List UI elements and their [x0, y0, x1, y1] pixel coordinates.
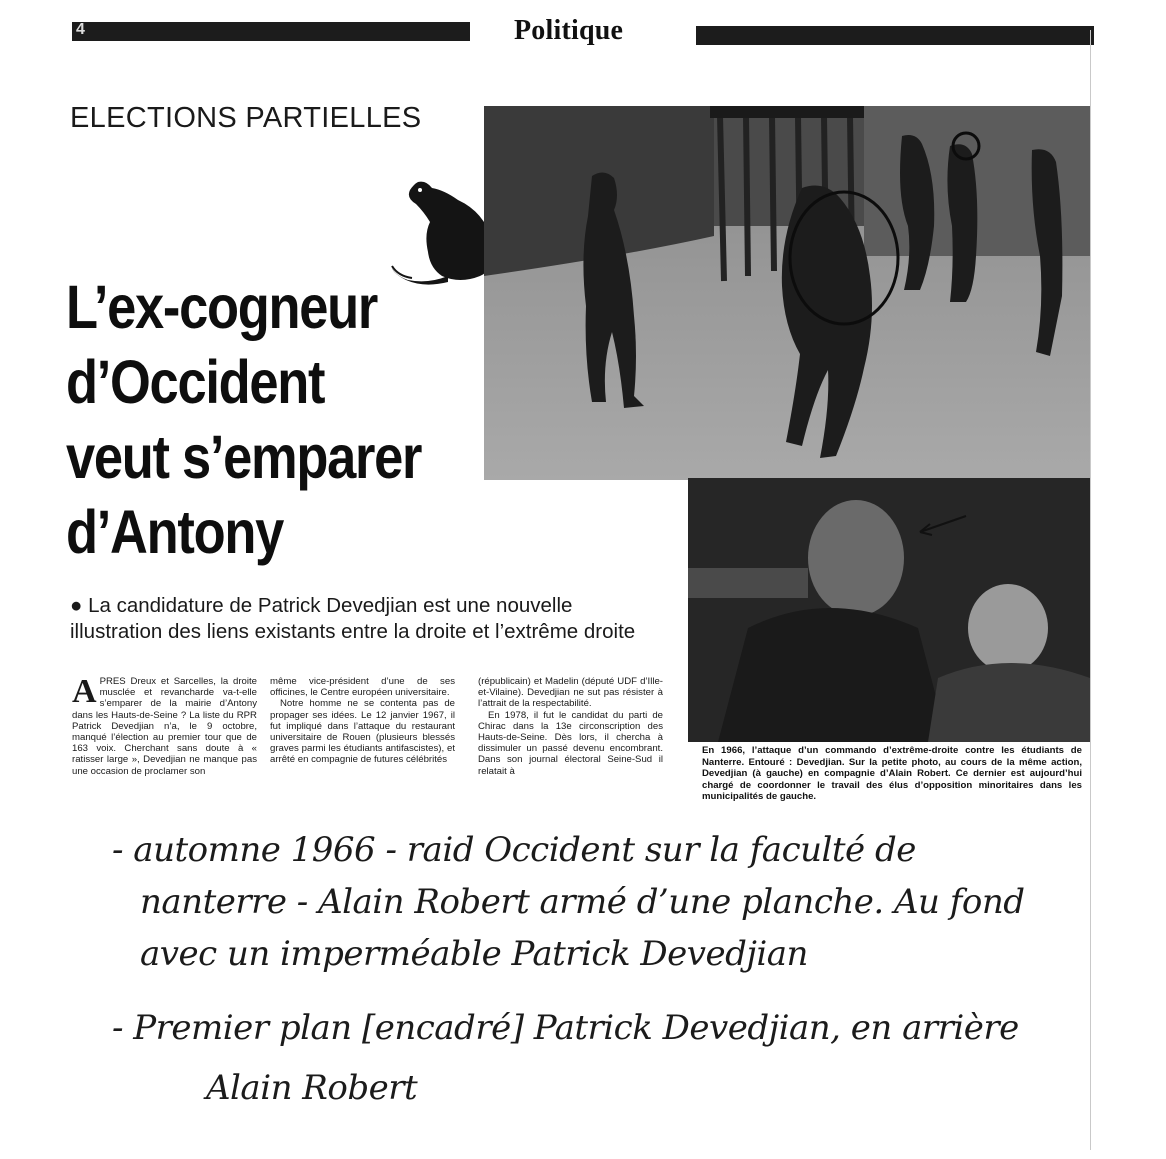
article-paragraph — [72, 676, 257, 777]
inset-photo — [688, 478, 1090, 742]
article-paragraph: Notre homme ne se contenta pas de propager ses idées. Le 12 janvier 1967, il fut impliqué dans l’attaque du restaurant universitaire de Rouen (plusieurs blessés graves parmi les étudiants antifascistes), et arrêté en compagnie de futures célébrités — [270, 698, 455, 766]
article-text: PRES Dreux et Sarcelles, la droite musclée et revancharde va-t-elle s’emparer de la mairie d’Antony dans les Hauts-de-Seine ? La liste du RPR Patrick Devedjian n’a, le 9 octobre, manqué l’élection au premier tour que de 163 voix. Cherchant sans doute à « ratisser large », Devedjian ne manque pas une occasion de proclamer son — [72, 676, 257, 777]
standfirst — [70, 593, 650, 645]
article-column-1 — [72, 676, 257, 801]
header-rule-left — [72, 22, 470, 41]
article-paragraph: même vice-président d’une de ses officines, le Centre européen universitaire. — [270, 676, 455, 699]
headline — [66, 270, 421, 570]
handwritten-line: Alain Robert — [206, 1068, 418, 1108]
article-paragraph: En 1978, il fut le candidat du parti de Chirac dans la 13e circonscription des Hauts-de-Seine. Dès lors, il chercha à dissimuler un passé devenu encombrant. Dans son journal électoral Seine-Sud il relatait à — [478, 709, 663, 777]
article-paragraph: (républicain) et Madelin (député UDF d’Ille-et-Vilaine). Devedjian ne sut pas résister à l’attrait de la respectabilité. — [478, 676, 663, 710]
scan-edge — [1090, 30, 1091, 1150]
handwritten-line: - automne 1966 - raid Occident sur la faculté de — [112, 830, 916, 870]
header-rule-right — [696, 26, 1094, 45]
article-column-2 — [270, 676, 455, 801]
handwritten-line: - Premier plan [encadré] Patrick Devedjian, en arrière — [112, 1008, 1019, 1048]
main-photo — [484, 106, 1090, 480]
standfirst-text: La candidature de Patrick Devedjian est une nouvelle illustration des liens existants entre la droite et l’extrême droite — [70, 594, 636, 643]
headline-line: L’ex-cogneur — [66, 273, 378, 341]
headline-line: veut s’emparer — [66, 423, 422, 491]
bullet-icon: ● — [70, 594, 89, 617]
section-title: Politique — [514, 15, 624, 46]
article-column-3 — [478, 676, 663, 801]
page-number: 4 — [76, 21, 85, 38]
headline-line: d’Occident — [66, 348, 325, 416]
drop-cap: A — [72, 676, 97, 710]
photo-caption: En 1966, l’attaque d’un commando d’extrême-droite contre les étudiants de Nanterre. Entouré : Devedjian. Sur la petite photo, au cours de la même action, Devedjian (à gauche) en compagnie d’Alain Robert. Ce dernier est aujourd’hui chargé de coordonner le travail des élus d’opposition minoritaires dans les municipalités de gauche. — [702, 745, 1082, 803]
handwritten-line: nanterre - Alain Robert armé d’une planche. Au fond — [140, 882, 1025, 922]
headline-line: d’Antony — [66, 498, 283, 566]
handwritten-line: avec un imperméable Patrick Devedjian — [140, 934, 808, 974]
kicker: ELECTIONS PARTIELLES — [70, 102, 422, 134]
